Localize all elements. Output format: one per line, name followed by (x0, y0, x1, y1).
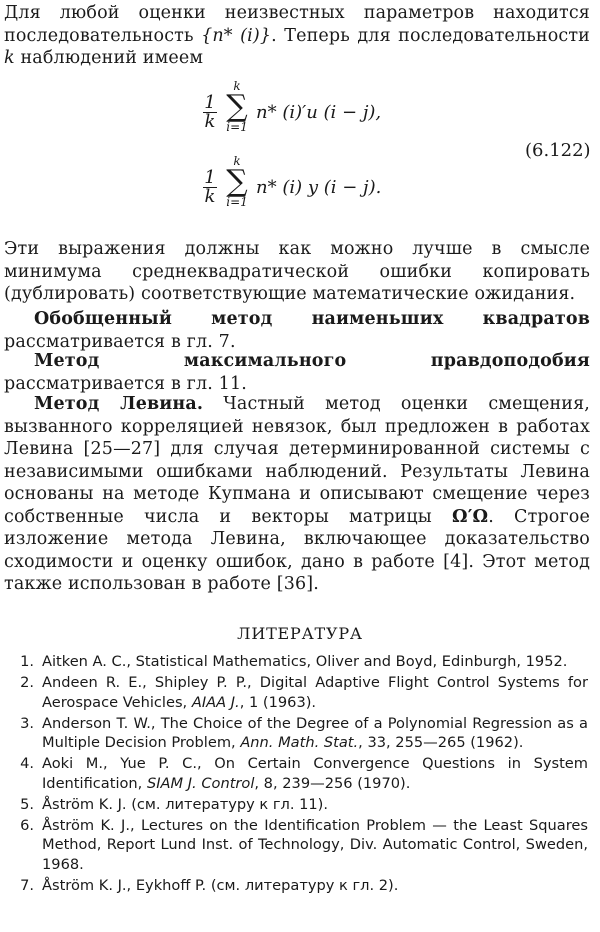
k-symbol: k (4, 48, 15, 68)
reference-item (0, 754, 588, 793)
term-max-likelihood: Метод максимального правдоподобия (34, 351, 590, 371)
sum-lower-limit: i=1 (226, 195, 248, 209)
reference-journal: Ann. Math. Stat. (240, 734, 359, 751)
reference-text: Anderson T. W., The Choice of the Degree of a Polynomial Regression as a Multiple Decision Problem, (42, 714, 588, 751)
paragraph-generalized-lsq (4, 308, 590, 353)
fraction-1-over-k (203, 169, 217, 206)
intro-text: . Теперь для последовательности (271, 25, 590, 46)
term-levin-method: Метод Левина. (34, 394, 204, 414)
reference-item (0, 714, 588, 753)
sum-upper-limit: k (233, 79, 241, 93)
reference-journal: SIAM J. Control (146, 774, 255, 792)
reference-text: , 1 (1963). (239, 693, 317, 711)
reference-item (0, 652, 588, 672)
reference-text: Aoki M., Yue P. C., On Certain Convergence Questions in System Identification, (42, 755, 588, 792)
sigma-icon: ∑ (226, 89, 248, 124)
reference-number: 7. (20, 876, 34, 894)
paragraph-levin-method (4, 393, 590, 596)
fraction-numerator: 1 (204, 92, 216, 113)
paragraph-text: Частный метод оценки смещения, вызванного корреляцией невязок, был предложен в работах Левина [25—27] для случая детерминированной системы с независимыми ошибками наблюдений. Результаты Левина основаны на методе Купмана и описывают смещение через собственные числа и векторы матрицы (4, 394, 590, 527)
intro-text: наблюдений имеем (14, 48, 204, 68)
sum-lower-limit: i=1 (226, 120, 248, 134)
reference-number: 4. (20, 755, 34, 772)
reference-text: Åström K. J., Lectures on the Identification Problem — the Least Squares Method, Report Lund Inst. of Technology, Div. Automatic Control, Sweden, 1968. (42, 816, 588, 873)
reference-text: Aitken A. C., Statistical Mathematics, Oliver and Boyd, Edinburgh, 1952. (42, 653, 568, 670)
reference-text: , 33, 255—265 (1962). (358, 734, 524, 751)
sequence-symbol: {n* (i)} (201, 25, 272, 46)
intro-text: Для любой оценки неизвестных параметров находится последовательность (4, 3, 590, 46)
paragraph-text: рассматривается в гл. 7. (4, 331, 236, 352)
sigma-icon: ∑ (226, 164, 248, 199)
paragraph-max-likelihood (4, 350, 590, 395)
paragraph-text: . Строгое изложение метода Левина, включающее доказательство сходимости и оценку ошибок, дано в работе [4]. Этот метод также использован в работе [36]. (4, 506, 590, 594)
reference-number: 5. (20, 795, 34, 813)
summation (222, 155, 252, 209)
reference-number: 3. (20, 714, 34, 732)
equation-line-1: n* (i)′u (i − j), (256, 102, 382, 123)
reference-text: Andeen R. E., Shipley P. P., Digital Adaptive Flight Control Systems for Aerospace Vehicles, (42, 674, 588, 711)
reference-number: 1. (20, 653, 34, 670)
matrix-symbol: Ω′Ω (451, 506, 489, 527)
summation (222, 80, 252, 134)
intro-paragraph (4, 2, 590, 70)
reference-number: 2. (20, 674, 34, 691)
equation-number: (6.122) (525, 140, 591, 161)
sum-upper-limit: k (233, 154, 241, 168)
paragraph-text: рассматривается в гл. 11. (4, 373, 247, 394)
reference-number: 6. (20, 816, 34, 834)
reference-text: , 8, 239—256 (1970). (254, 774, 411, 792)
fraction-denominator: k (204, 186, 216, 207)
reference-item (0, 876, 588, 896)
reference-journal: AIAA J. (191, 693, 240, 711)
equation-line-2: n* (i) y (i − j). (256, 177, 382, 198)
equation-6-122 (0, 80, 600, 230)
fraction-denominator: k (204, 111, 216, 132)
paragraph-expressions: Эти выражения должны как можно лучше в смысле минимума среднеквадратической ошибки копировать (дублировать) соответствующие математические ожидания. (4, 239, 590, 304)
term-generalized-lsq: Обобщенный метод наименьших квадратов (34, 309, 590, 329)
fraction-numerator: 1 (204, 167, 216, 188)
reference-text: Åström K. J., Eykhoff P. (см. литературу к гл. 2). (42, 876, 399, 894)
references-heading: ЛИТЕРАТУРА (237, 624, 363, 643)
reference-text: Åström K. J. (см. литературу к гл. 11). (42, 795, 329, 813)
fraction-1-over-k (203, 94, 217, 131)
reference-item (0, 816, 588, 875)
references-list (0, 652, 600, 897)
reference-item (0, 795, 588, 815)
reference-item (0, 673, 588, 712)
